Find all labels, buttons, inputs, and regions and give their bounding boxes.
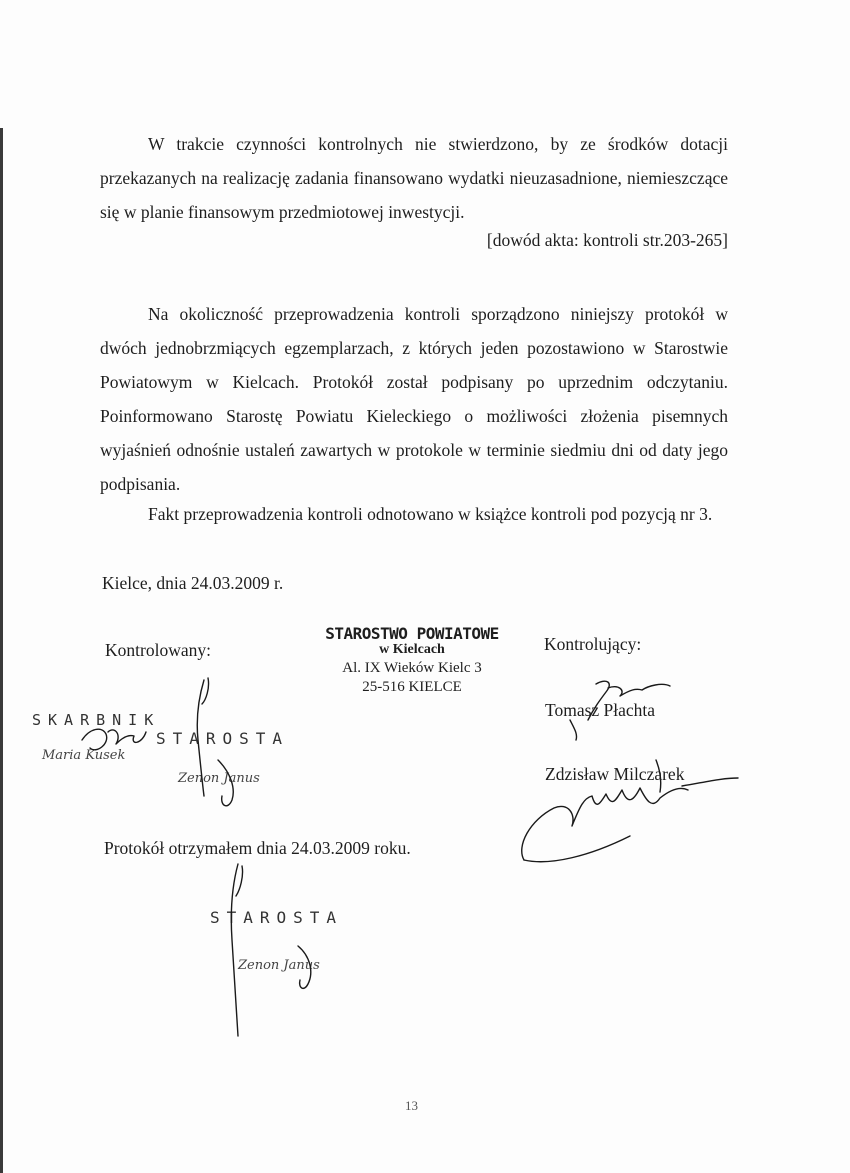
controlled-label: Kontrolowany: — [105, 640, 211, 660]
institution-stamp-postcode: 25-516 KIELCE — [362, 679, 462, 695]
receipt-starosta-stamp: STAROSTA — [210, 908, 344, 927]
treasurer-stamp: SKARBNIK — [32, 711, 161, 729]
controllers-label: Kontrolujący: — [544, 634, 642, 654]
institution-stamp-title: STAROSTWO POWIATOWE — [325, 624, 499, 643]
institution-stamp-city: w Kielcach — [379, 642, 445, 657]
paragraph-findings: W trakcie czynności kontrolnych nie stwierdzono, by ze środków dotacji przekazanych na realizację zadania finansowano wydatki nieuzasadnione, niemieszczące się w planie finansowym przedmiotowej inwestycji. — [100, 134, 728, 222]
starosta-stamp-name: Zenon Janus — [178, 771, 260, 786]
starosta-stamp: STAROSTA — [156, 729, 290, 748]
receipt-text: Protokół otrzymałem dnia 24.03.2009 roku. — [104, 838, 411, 858]
signature-controllers — [510, 660, 750, 890]
place-date: Kielce, dnia 24.03.2009 r. — [102, 573, 284, 593]
page-number: 13 — [405, 1098, 418, 1113]
scan-edge-shadow — [0, 128, 3, 1173]
signature-controlled-scribbles — [30, 660, 300, 820]
treasurer-stamp-name: Maria Kusek — [42, 748, 126, 763]
paragraph-control-book: Fakt przeprowadzenia kontroli odnotowano w książce kontroli pod pozycją nr 3. — [148, 504, 713, 524]
receipt-starosta-name: Zenon Janus — [238, 958, 320, 973]
paragraph-protocol: Na okoliczność przeprowadzenia kontroli sporządzono niniejszy protokół w dwóch jednobrzmiących egzemplarzach, z których jeden pozostawiono w Starostwie Powiatowym w Kielcach. Protokół został podpisany po uprzednim odczytaniu. Poinformowano Starostę Powiatu Kieleckiego o możliwości złożenia pisemnych wyjaśnień odnośnie ustaleń zawartych w protokole w terminie siedmiu dni od daty jego podpisania. — [100, 304, 728, 494]
signature-receipt — [200, 860, 360, 1050]
evidence-reference: [dowód akta: kontroli str.203-265] — [486, 230, 728, 250]
controller-name-2: Zdzisław Milczarek — [545, 764, 685, 784]
controller-name-1: Tomasz Płachta — [545, 700, 656, 720]
institution-stamp-address: Al. IX Wieków Kielc 3 — [342, 660, 482, 676]
